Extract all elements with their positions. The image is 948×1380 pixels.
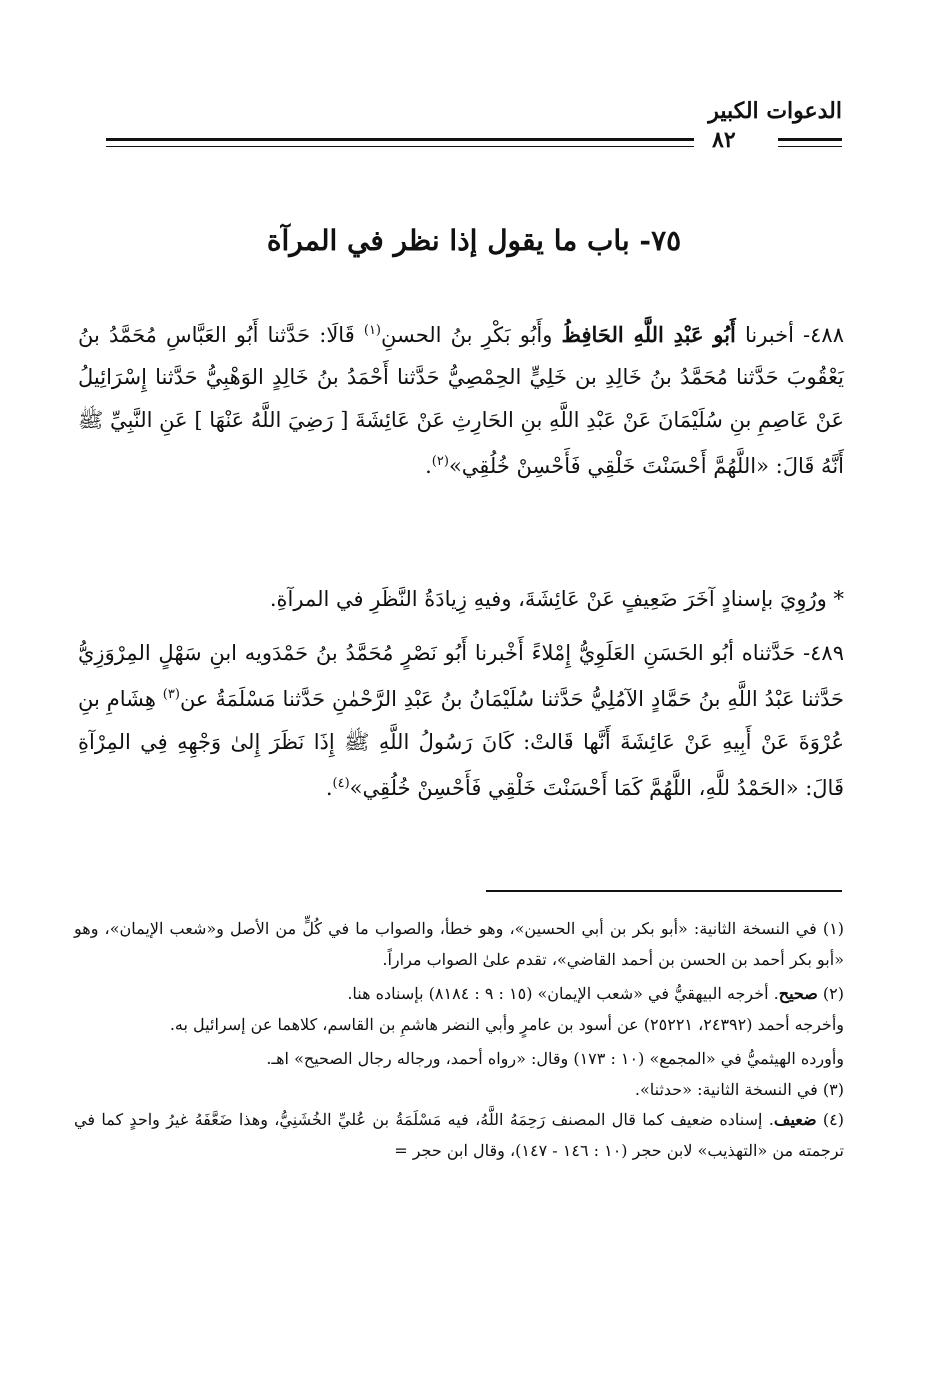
footnote-ref-2: (٢) [431, 454, 449, 470]
footnote-ref-3: (٣) [162, 687, 180, 703]
footnote-2-grade: صحيح [778, 984, 818, 1003]
header-rule-short-thin [778, 146, 842, 147]
footnote-separator [486, 890, 842, 892]
footnote-4 [74, 1105, 844, 1166]
footnote-ref-1: (١) [363, 323, 381, 338]
hadith-489-part1: ٤٨٩- حَدَّثناه أبُو الحَسَنِ العَلَوِيُّ إِمْلاءً أَخْبرنا أَبُو نَصْرٍ مُحَمَّدُ بنُ حَمْدَويه ابنِ سَهْلٍ المِرْوَزِيُّ حَدَّثنا عَبْدُ اللَّهِ بنُ حَمَّادٍ الآمُلِيُّ حَدَّثنا سُلَيْمَانُ بنُ عَبْدِ الرَّحْمٰنِ حَدَّثنا مَسْلَمَةُ عن [78, 641, 844, 712]
footnote-2 [74, 979, 844, 1010]
header-rule-thick [106, 138, 694, 141]
hadith-488 [78, 310, 844, 488]
hadith-488-narrator: أَبُو عَبْدِ اللَّهِ الحَافِظُ [561, 322, 736, 347]
footnote-4-grade: ضعيف [773, 1110, 817, 1129]
footnote-4-label: (٤) [816, 1110, 845, 1129]
hadith-488-end: . [425, 454, 432, 479]
footnote-4-text: . إسناده ضعيف كما قال المصنف رَحِمَهُ اللَّهُ، فيه مَسْلَمَةُ بن عُليِّ الخُشَنِيُّ، وهذا ضَعَّفَهُ غيرُ واحدٍ كما في ترجمته من «التهذيب» لابن حجر (١٠ : ١٤٦ - ١٤٧)، وقال ابن حجر = [74, 1110, 844, 1160]
footnote-2-continuation: وأخرجه أحمد (٢٤٣٩٢، ٢٥٢٢١) عن أسود بن عامرٍ وأبي النضر هاشمِ بن القاسم، كلاهما عن إسرائيل به. [169, 1014, 844, 1034]
footnote-1: (١) في النسخة الثانية: «أبو بكر بن أبي الحسين»، وهو خطأ، والصواب ما في كُلٍّ من الأصل و«شعب الإيمان»، وهو «أبو بكر أحمد بن الحسن بن أحمد القاضي»، تقدم علىٰ الصواب مراراً. [74, 919, 844, 969]
footnote-ref-4: (٤) [332, 776, 350, 792]
weak-narration-note: * ورُوِيَ بإسنادٍ آخَرَ ضَعِيفٍ عَنْ عَائِشَةَ، وفيهِ زِيادَةُ النَّظَرِ في المرآةِ. [269, 587, 844, 611]
running-header-title: الدعوات الكبير [708, 98, 842, 124]
hadith-488-prefix: ٤٨٨- أخبرنا [735, 323, 844, 347]
footnote-2-label: (٢) [817, 984, 844, 1003]
hadith-489-end: . [325, 776, 333, 801]
hadith-488-part2: وأَبُو بَكْرِ بنُ الحسنِ [381, 323, 562, 347]
hadith-489 [78, 632, 844, 810]
footnotes [74, 914, 844, 1166]
page-number: ٨٢ [712, 127, 736, 153]
footnote-2-text: . أخرجه البيهقيُّ في «شعب الإيمان» (١٥ : ٩ : ٨١٨٤) بإسناده هنا. [347, 984, 779, 1003]
footnote-3: (٣) في النسخة الثانية: «حدثنا». [634, 1079, 844, 1099]
chapter-heading: ٧٥- باب ما يقول إذا نظر في المرآة [266, 224, 682, 257]
hadith-488-part3: قَالَا: حَدَّثنا أَبُو العَبَّاسِ مُحَمَّدُ بنُ يَعْقُوبَ حَدَّثنا مُحَمَّدُ بنُ خَالِدِ بن خَلِيٍّ الحِمْصِيُّ حَدَّثنا أَحْمَدُ بنُ خَالِدٍ الوَهْبِيُّ حَدَّثنا إِسْرَائِيلُ عَنْ عَاصِمِ بنِ سُلَيْمَانَ عَنْ عَبْدِ اللَّهِ بنِ الحَارِثِ عَنْ عَائِشَةَ [ رَضِيَ اللَّهُ عَنْهَا ] عَنِ النَّبِيِّ ﷺ أَنَّهُ قَالَ: «اللَّهُمَّ أَحْسَنْتَ خَلْقِي فَأَحْسِنْ خُلُقِي» [78, 323, 844, 479]
hadith-489-part2: هِشَامِ بنِ عُرْوَةَ عَنْ أَبِيهِ عَنْ عَائِشَةَ أَنَّها قَالتْ: كَانَ رَسُولُ اللَّهِ ﷺ إِذَا نَظَرَ إِلىٰ وَجْهِهِ فِي المِرْآةِ قَالَ: «الحَمْدُ للَّهِ، اللَّهُمَّ كَمَا أَحْسَنْتَ خَلْقِي فَأَحْسِنْ خُلُقِي» [78, 687, 844, 801]
footnote-2-majma: وأورده الهيثميُّ في «المجمع» (١٠ : ١٧٣) وقال: «رواه أحمد، ورجاله رجال الصحيح» اهـ. [266, 1049, 844, 1068]
header-rule-thin [106, 146, 694, 147]
header-rule-short-thick [778, 138, 842, 141]
